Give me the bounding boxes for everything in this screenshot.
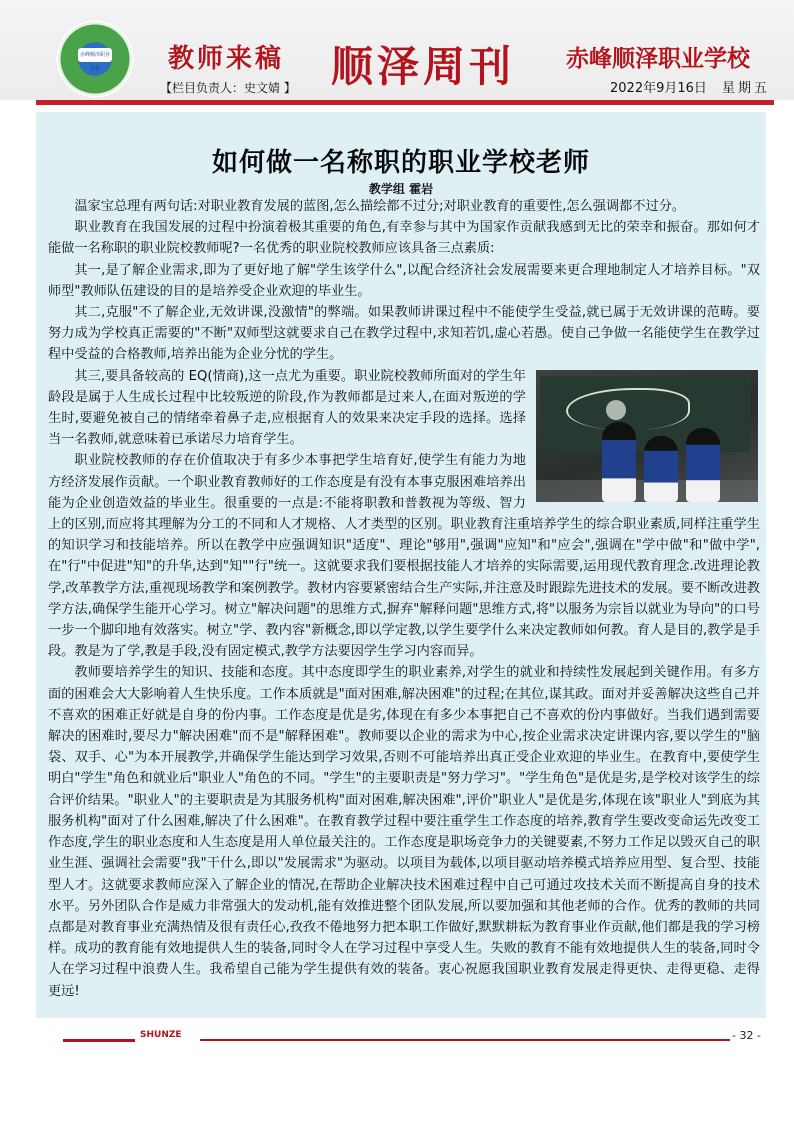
classroom-photo (536, 370, 758, 502)
paragraph-2: 职业教育在我国发展的过程中扮演着极其重要的角色,有幸参与其中为国家作贡献我感到无比的荣幸和振奋。那如何才能做一名称职的职业院校教师呢?一名优秀的职业院校教师应该具备三点素质: (48, 220, 760, 257)
paragraph-5: 其三,要具备较高的 EQ(情商),这一点尤为重要。职业院校教师所面对的学生年龄段是属于人生成长过程中比较叛逆的阶段,作为教师都是过来人,在面对叛逆的学生时,要避免被自己的情绪牵着鼻子走,应根据育人的效果来决定手段的选择。选择当一名教师,就意味着已承诺尽力培育学生。 (48, 368, 526, 448)
article-author: 教学组 霍岩 (368, 182, 434, 196)
student-figure (602, 422, 636, 502)
school-logo (56, 20, 134, 98)
chalk-drawing (606, 400, 626, 420)
paper-name: 顺泽周刊 (331, 42, 516, 91)
paragraph-1: 温家宝总理有两句话:对职业教育发展的蓝图,怎么描绘都不过分;对职业教育的重要性,怎么强调都不过分。 (74, 199, 686, 214)
footer-rule (200, 1039, 730, 1041)
article-title: 如何做一名称职的职业学校老师 (211, 148, 590, 178)
paragraph-7: 教师要培养学生的知识、技能和态度。其中态度即学生的职业素养,对学生的就业和持续性发展起到关键作用。有多方面的困难会大大影响着人生快乐度。工作本质就是"面对困难,解决困难"的过程;在其位,谋其政。面对并妥善解决这些自己并不喜欢的困难正好就是自身的份内事。工作态度是优是劣,体现在有多少本事把自己不喜欢的份内事做好。当我们遇到需要解决的困难时,要尽力"解决困难"而不是"解释困难"。教师要以企业的需求为中心,按企业需求决定讲课内容,要以学生的"脑袋、双手、心"为本开展教学,并确保学生能达到学习效果,否则不可能培养出真正受企业欢迎的毕业生。在教育中,要使学生明白"学生"角色和就业后"职业人"角色的不同。"学生"的主要职责是"努力学习"。"学生角色"是优是劣,是学校对该学生的综合评价结果。"职业人"的主要职责是为其服务机构"面对困难,解决困难",评价"职业人"是优是劣,体现在该"职业人"到底为其服务机构"面对了什么困难,解决了什么困难"。在教育教学过程中要注重学生工作态度的培养,教育学生要改变命运先改变工作态度,学生的职业态度和人生态度是用人单位最关注的。工作态度是职场竞争力的关键要素,不努力工作足以毁灭自己的职业生涯、强调社会需要"我"干什么,即以"发展需求"为驱动。以项目为载体,以项目驱动培养模式培养应用型、复合型、技能型人才。这就要求教师应深入了解企业的情况,在帮助企业解决技术困难过程中自己可通过攻技术关而不断提高自身的技术水平。另外团队合作是威力非常强大的发动机,能有效推进整个团队发展,所以要加强和其他老师的合作。优秀的教师的共同点都是对教育事业充满热情及很有责任心,孜孜不倦地努力把本职工作做好,默默耕耘为教育事业作贡献,他们都是我的学习榜样。成功的教育能有效地提供人生的装备,同时令人在学习过程中享受人生。失败的教育不能有效地提供人生的装备,同时令人在学习过程中浪费人生。我希望自己能为学生提供有效的装备。衷心祝愿我国职业教育发展走得更快、走得更稳、走得更远! (48, 665, 760, 999)
paragraph-4: 其二,克服"不了解企业,无效讲课,没激情"的弊端。如果教师讲课过程中不能使学生受益,就已属于无效讲课的范畴。要努力成为学校真正需要的"不断"双师型这就要求自己在教学过程中,求知若饥,虚心若愚。使自己争做一名能使学生在教学过程中受益的合格教师,培养出能为企业分忧的学生。 (48, 305, 760, 363)
student-figure (686, 428, 720, 502)
footer-rule-short (63, 1039, 135, 1042)
footer-brand: SHUNZE (140, 1030, 182, 1040)
header-rule (36, 100, 774, 105)
article-body (48, 196, 760, 1002)
masthead (0, 0, 794, 100)
issue-date: 2022年9月16日 (610, 81, 707, 96)
logo-text: 赤峰顺泽职业学校 (78, 48, 112, 62)
article-panel (36, 112, 766, 1018)
school-name: 赤峰顺泽职业学校 (566, 46, 750, 72)
column-name: 教师来稿 (168, 44, 285, 74)
page-number: - 32 - (732, 1029, 761, 1042)
issue-weekday: 星期五 (722, 81, 771, 96)
column-editor: 【栏目负责人：史文婧 】 (160, 81, 296, 95)
paragraph-6: 职业院校教师的存在价值取决于有多少本事把学生培育好,使学生有能力为地方经济发展作贡献。一个职业教育教师好的工作态度是有没有本事克服困难培养出能为企业创造效益的毕业生。很重要的一点是:不能将职教和普教视为等级、智力上的区别,而应将其理解为分工的不同和人才规格、人才类型的区别。职业教育注重培养学生的综合职业素质,同样注重学生的知识学习和技能培养。所以在教学中应强调知识"适度"、理论"够用",强调"应知"和"应会",强调在"学中做"和"做中学",在"行"中促进"知"的升华,达到"知""行"统一。这就要求我们要根据技能人才培养的实际需要,运用现代教育理念.改进理论教学,改革教学方法,重视现场教学和案例教学。教材内容要紧密结合生产实际,并注意及时跟踪先进技术的发展。要不断改进教学方法,确保学生能开心学习。树立"解决问题"的思维方式,摒弃"解释问题"思维方式,将"以服务为宗旨以就业为导向"的口号一步一个脚印地有效落实。树立"学、教内容"新概念,即以学定教,以学生要学什么来决定教师如何教。育人是目的,教学是手段。教是为了学,教是手段,没有固定模式,教学方法要因学生学习内容而异。 (48, 453, 760, 660)
paragraph-3: 其一,是了解企业需求,即为了更好地了解"学生该学什么",以配合经济社会发展需要来更合理地制定人才培养目标。"双师型"教师队伍建设的目的是培养受企业欢迎的毕业生。 (48, 262, 760, 299)
student-figure (644, 436, 678, 502)
